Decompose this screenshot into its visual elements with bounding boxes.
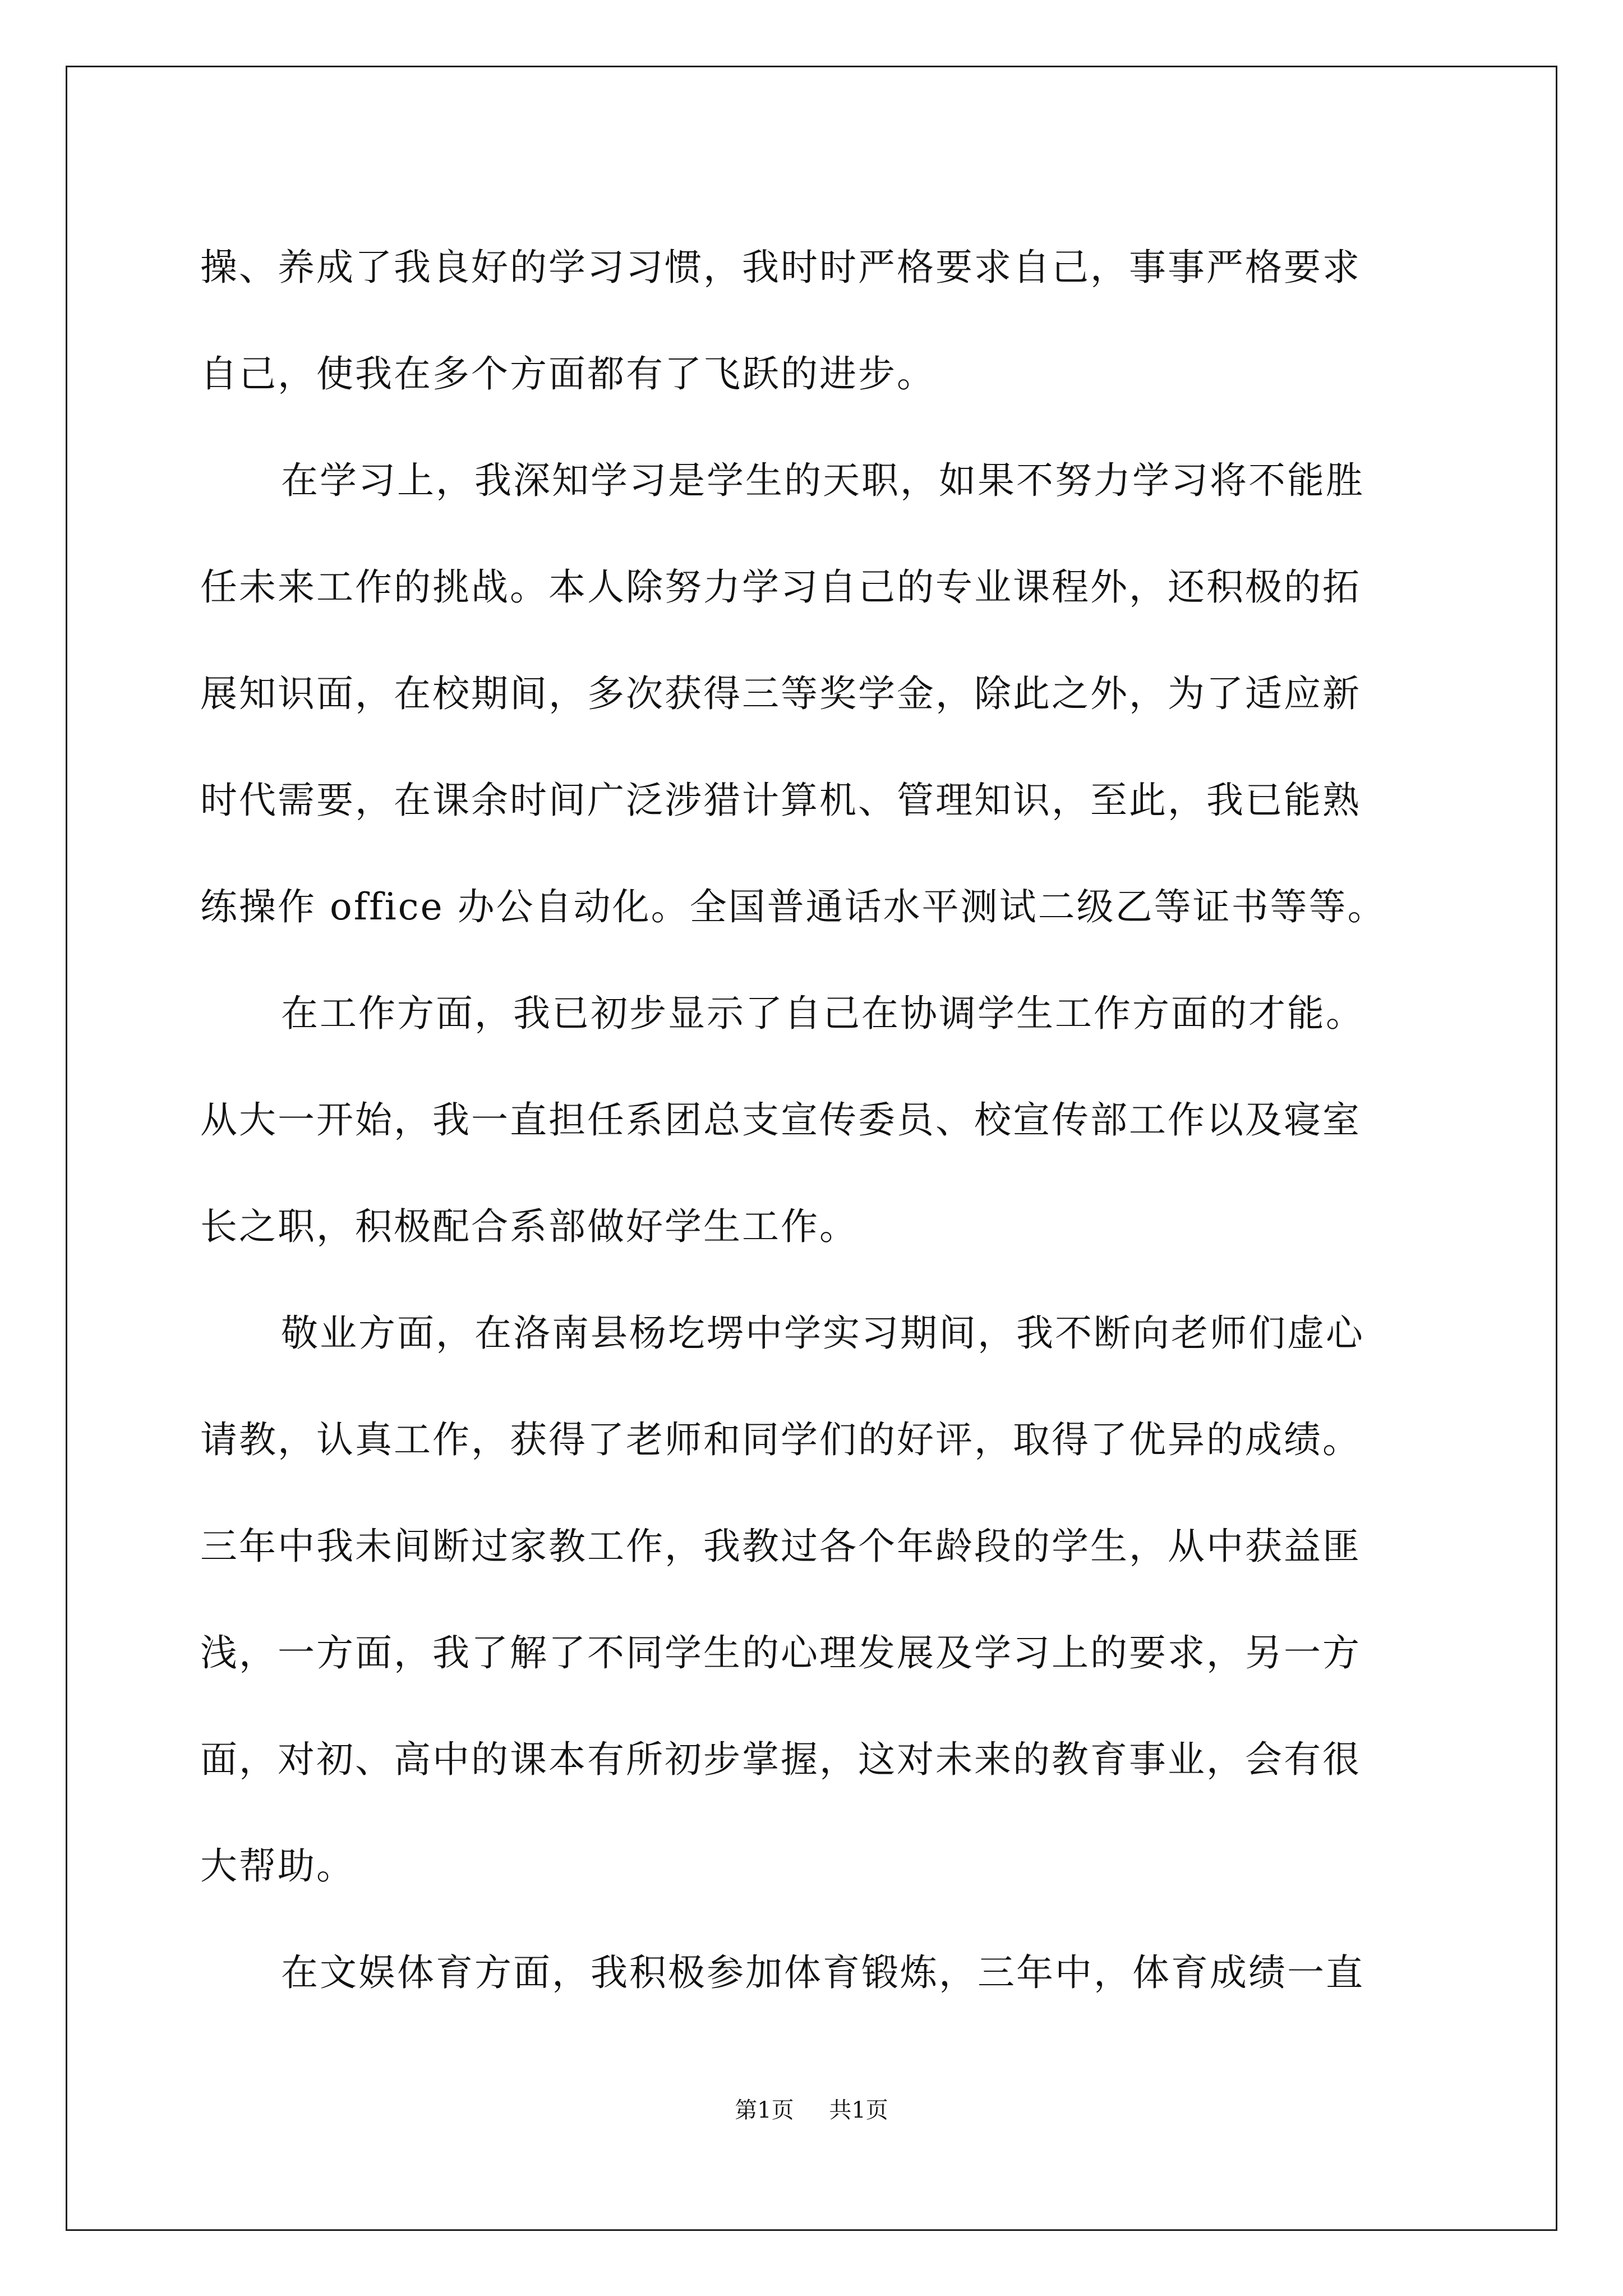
paragraph-start-line: 敬业方面，在洛南县杨圪塄中学实习期间，我不断向老师们虚心 (281, 1312, 1364, 1355)
text-line: 时代需要，在课余时间广泛涉猎计算机、管理知识，至此，我已能熟 (200, 779, 1361, 822)
text-line: 任未来工作的挑战。本人除努力学习自己的专业课程外，还积极的拓 (200, 565, 1361, 609)
text-line: 展知识面，在校期间，多次获得三等奖学金，除此之外，为了适应新 (200, 672, 1361, 715)
document-body (200, 214, 1440, 2026)
text-line: 练操作 office 办公自动化。全国普通话水平测试二级乙等证书等等。 (200, 885, 1386, 928)
text-line: 操、养成了我良好的学习习惯，我时时严格要求自己，事事严格要求 (200, 246, 1361, 289)
paragraph-start-line: 在文娱体育方面，我积极参加体育锻炼，三年中，体育成绩一直 (281, 1951, 1364, 1994)
text-line: 长之职，积极配合系部做好学生工作。 (200, 1205, 858, 1248)
page-footer (0, 2097, 1623, 2124)
text-line: 自己，使我在多个方面都有了飞跃的进步。 (200, 352, 935, 395)
text-line: 浅，一方面，我了解了不同学生的心理发展及学习上的要求，另一方 (200, 1631, 1361, 1674)
page-count: 共1页 (829, 2097, 888, 2123)
text-line: 请教，认真工作，获得了老师和同学们的好评，取得了优异的成绩。 (200, 1418, 1361, 1461)
paragraph-start-line: 在工作方面，我已初步显示了自己在协调学生工作方面的才能。 (281, 992, 1364, 1035)
text-line: 从大一开始，我一直担任系团总支宣传委员、校宣传部工作以及寝室 (200, 1098, 1361, 1142)
text-line: 大帮助。 (200, 1844, 355, 1888)
page-number: 第1页 (735, 2097, 794, 2123)
paragraph-start-line: 在学习上，我深知学习是学生的天职，如果不努力学习将不能胜 (281, 459, 1364, 502)
text-line: 三年中我未间断过家教工作，我教过各个年龄段的学生，从中获益匪 (200, 1525, 1361, 1568)
text-line: 面，对初、高中的课本有所初步掌握，这对未来的教育事业，会有很 (200, 1738, 1361, 1781)
